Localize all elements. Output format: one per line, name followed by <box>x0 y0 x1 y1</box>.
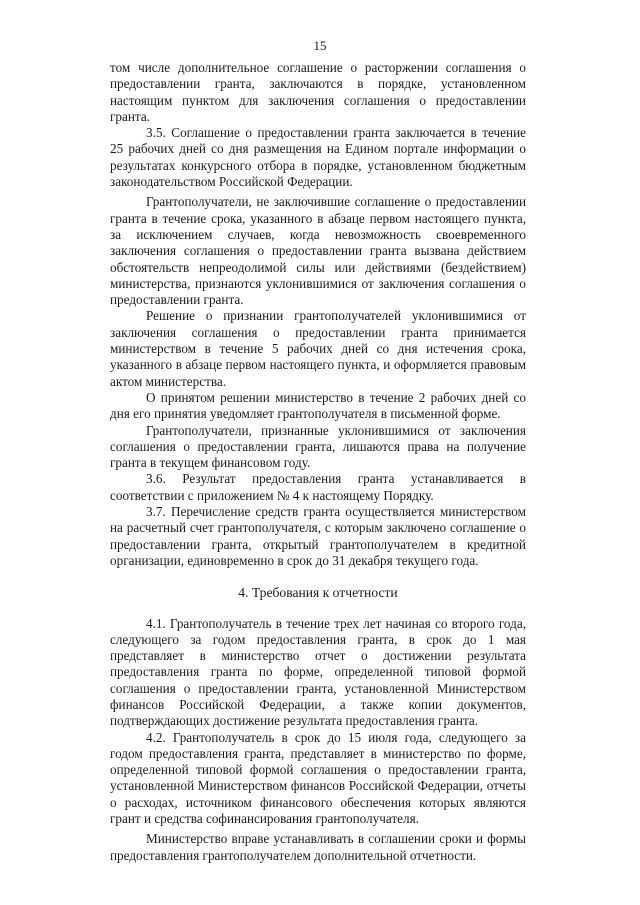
paragraph-3-7: 3.7. Перечисление средств гранта осуществляется министерством на расчетный счет грантополучателя, с которым заключено соглашение о предоставлении гранта, открытый грантополучателем в кредитной организации, единовременно в срок до 31 декабря текущего года. <box>110 504 526 568</box>
paragraph: Министерство вправе устанавливать в соглашении сроки и формы предоставления грантополучателем дополнительной отчетности. <box>110 831 526 863</box>
paragraph: Грантополучатели, не заключившие соглашение о предоставлении гранта в течение срока, указанного в абзаце первом настоящего пункта, за исключением случаев, когда невозможность своевременного заключения соглашения о предоставлении гранта вызвана действием обстоятельств непреодолимой силы или действиями (бездействием) министерства, признаются уклонившимися от заключения соглашения о предоставлении гранта. <box>110 194 526 308</box>
paragraph: том числе дополнительное соглашение о расторжении соглашения о предоставлении гранта, заключаются в порядке, установленном настоящим пунктом для заключения соглашения о предоставлении гранта. <box>110 60 526 124</box>
paragraph: О принятом решении министерство в течение 2 рабочих дней со дня его принятия уведомляет грантополучателя в письменной форме. <box>110 389 526 422</box>
paragraph-3-6: 3.6. Результат предоставления гранта устанавливается в соответствии с приложением № 4 к настоящему Порядку. <box>110 471 526 503</box>
paragraph-4-1: 4.1. Грантополучатель в течение трех лет начиная со второго года, следующего за годом предоставления гранта, в срок до 1 мая представляет в министерство отчет о достижении результата предоставления гранта по форме, определенной типовой формой соглашения о предоставлении гранта, установленной Министерством финансов Российской Федерации, а также копии документов, подтверждающих достижение результата предоставления гранта. <box>110 615 526 729</box>
paragraph: Грантополучатели, признанные уклонившимися от заключения соглашения о предоставлении гранта, лишаются права на получение гранта в текущем финансовом году. <box>110 422 526 471</box>
paragraph-3-5: 3.5. Соглашение о предоставлении гранта заключается в течение 25 рабочих дней со дня размещения на Едином портале информации о результатах конкурсного отбора в порядке, установленном бюджетным законодательством Российской Федерации. <box>110 125 526 190</box>
paragraph-4-2: 4.2. Грантополучатель в срок до 15 июля года, следующего за годом предоставления гранта, представляет в министерство по форме, определенной типовой формой соглашения о предоставлении гранта, установленной Министерством финансов Российской Федерации, отчеты о расходах, источником финансового обеспечения которых являются грант и средства софинансирования грантополучателя. <box>110 729 526 827</box>
paragraph: Решение о признании грантополучателей уклонившимися от заключения соглашения о предоставлении гранта принимается министерством в течение 5 рабочих дней со дня истечения срока, указанного в абзаце первом настоящего пункта, и оформляется правовым актом министерства. <box>110 308 526 389</box>
page-number: 15 <box>313 38 327 53</box>
section-4 <box>110 616 526 864</box>
section-heading: 4. Требования к отчетности <box>238 585 398 601</box>
document-body <box>110 60 526 864</box>
section-3-continuation <box>110 60 526 569</box>
